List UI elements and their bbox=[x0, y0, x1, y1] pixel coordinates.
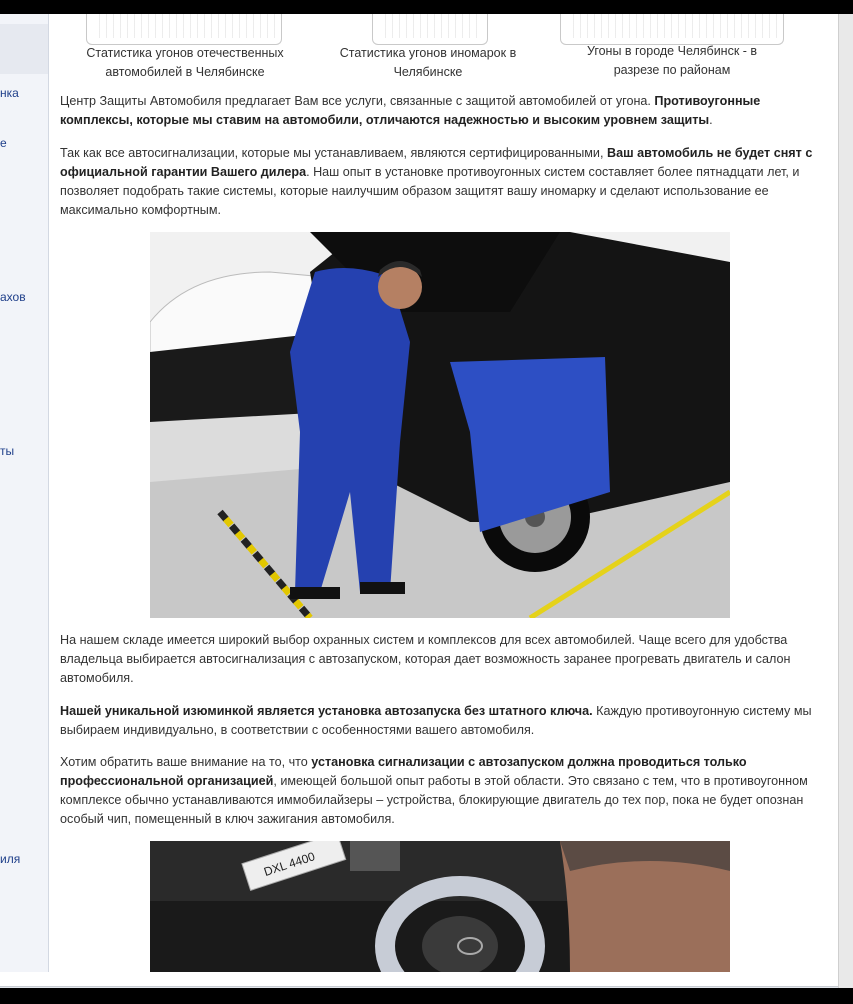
horizontal-scrollbar[interactable] bbox=[0, 986, 838, 988]
box-label: DXL 4400 bbox=[262, 849, 317, 879]
text-span: На нашем складе имеется широкий выбор охранных систем и комплексов для всех автомобилей. Чаще всего для удобства владельца выбирается автосигнализация с автозапуском, которая дает возможность заранее прогревать двигатель и салон автомобиля. bbox=[60, 633, 791, 685]
photo-mechanic-illustration bbox=[150, 232, 730, 618]
thumbnail-caption-districts[interactable] bbox=[552, 42, 792, 80]
thumbnail-foreign-stats[interactable] bbox=[372, 14, 488, 45]
text-span: . Наш опыт в установке противоугонных систем составляет более пятнадцати лет, и позволяет подобрать такие системы, которые наилучшим образом защитят вашу иномарку и сделают использование ее максимально комфортным. bbox=[60, 165, 800, 217]
browser-viewport bbox=[0, 14, 838, 988]
bold-text: Нашей уникальной изюминкой является установка автозапуска без штатного ключа. bbox=[60, 704, 593, 718]
sidebar-item-4[interactable]: ты bbox=[0, 444, 15, 458]
left-sidebar bbox=[0, 14, 49, 972]
sidebar-item-2[interactable]: е bbox=[0, 136, 7, 150]
vertical-scrollbar[interactable] bbox=[838, 14, 853, 988]
text-span: Хотим обратить ваше внимание на то, что bbox=[60, 755, 312, 769]
paragraph-unique bbox=[60, 702, 820, 740]
paragraph-certified bbox=[60, 144, 820, 220]
photo-mechanic-car bbox=[150, 232, 730, 618]
sidebar-item-1[interactable]: нка bbox=[0, 86, 19, 100]
text-span: Каждую противоугонную систему мы выбираем индивидуально, в соответствии с особенностями вашего автомобиля. bbox=[60, 704, 812, 737]
caption-line: Челябинске bbox=[393, 65, 463, 79]
caption-line: Статистика угонов иномарок в bbox=[339, 46, 517, 60]
photo-car-interior bbox=[150, 841, 730, 972]
text-span: . bbox=[709, 113, 713, 127]
thumbnail-districts[interactable] bbox=[560, 14, 784, 45]
text-span: Так как все автосигнализации, которые мы устанавливаем, являются сертифицированными, bbox=[60, 146, 607, 160]
thumbnail-caption-foreign[interactable] bbox=[318, 44, 538, 82]
caption-line: автомобилей в Челябинске bbox=[105, 65, 265, 79]
thumbnail-domestic-stats[interactable] bbox=[86, 14, 282, 45]
paragraph-intro bbox=[60, 92, 820, 130]
caption-line: разрезе по районам bbox=[613, 63, 731, 77]
sidebar-item-5[interactable]: иля bbox=[0, 852, 21, 866]
text-span: , имеющей большой опыт работы в этой области. Это связано с тем, что в противоугонном комплексе обычно устанавливаются иммобилайзеры – устройства, блокирующие двигатель до тех пор, пока не будет опознан особый чип, помещенный в ключ зажигания автомобиля. bbox=[60, 774, 808, 826]
photo-interior-illustration bbox=[150, 841, 730, 972]
sidebar-item-3[interactable]: ахов bbox=[0, 290, 26, 304]
caption-line: Статистика угонов отечественных bbox=[86, 46, 284, 60]
bold-text: Противоугонные комплексы, которые мы ставим на автомобили, отличаются надежностью и высоким уровнем защиты bbox=[60, 94, 761, 127]
text-span: Центр Защиты Автомобиля предлагает Вам все услуги, связанные с защитой автомобилей от угона. bbox=[60, 94, 655, 108]
thumbnail-caption-domestic[interactable] bbox=[70, 44, 300, 82]
paragraph-attention bbox=[60, 753, 820, 829]
sidebar-active-item[interactable] bbox=[0, 24, 48, 74]
bold-text: Ваш автомобиль не будет снят с официальной гарантии Вашего дилера bbox=[60, 146, 813, 179]
bold-text: установка сигнализации с автозапуском должна проводиться только профессиональной организацией bbox=[60, 755, 747, 788]
caption-line: Угоны в городе Челябинск - в bbox=[586, 44, 758, 58]
paragraph-warehouse bbox=[60, 631, 820, 688]
